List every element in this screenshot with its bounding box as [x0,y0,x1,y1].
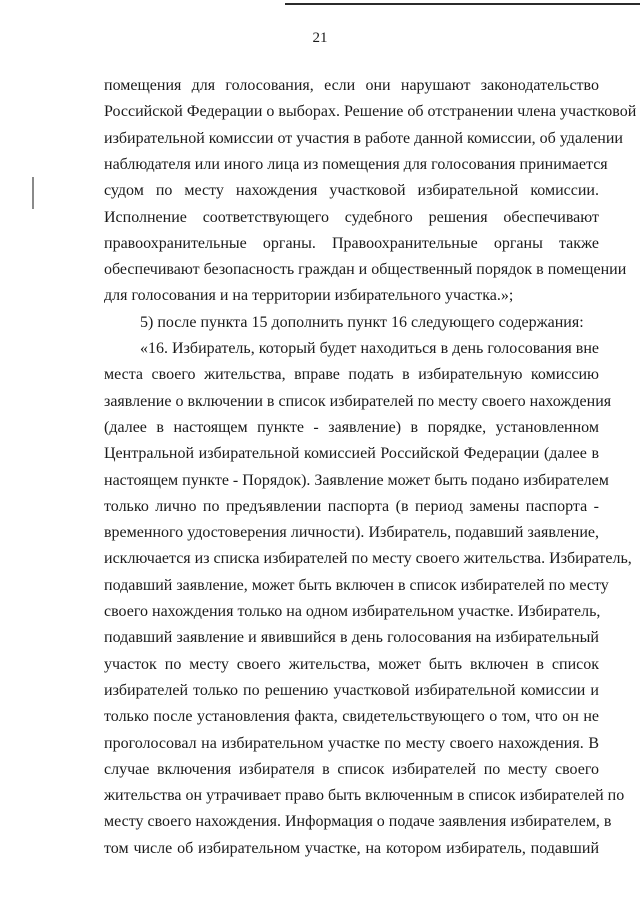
text-line: своего нахождения только на одном избирательном участке. Избиратель, [104,603,601,620]
scan-edge-line [285,3,640,5]
text-line: заявление о включении в список избирателей по месту своего нахождения [104,393,612,410]
text-line: случае включения избирателя в список избирателей по месту своего [104,761,599,778]
text-line: Российской Федерации о выборах. Решение об отстранении члена участковой [104,103,637,120]
text-line: избирателей только по решению участковой избирательной комиссии и [104,682,599,699]
text-line: только лично по предъявлении паспорта (в период замены паспорта - [104,498,599,515]
text-line: помещения для голосования, если они нарушают законодательство [104,77,599,94]
text-line: 5) после пункта 15 дополнить пункт 16 следующего содержания: [140,314,584,331]
text-line: правоохранительные органы. Правоохранительные органы также [104,235,599,252]
text-line: проголосовал на избирательном участке по месту своего нахождения. В [104,735,599,752]
text-line: жительства он утрачивает право быть включенным в список избирателей по [104,787,625,804]
text-line: временного удостоверения личности). Избиратель, подавший заявление, [104,524,599,541]
text-line: (далее в настоящем пункте - заявление) в порядке, установленном [104,419,599,436]
text-line: «16. Избиратель, который будет находиться в день голосования вне [140,340,599,357]
text-line: только после установления факта, свидетельствующего о том, что он не [104,708,599,725]
text-line: Исполнение соответствующего судебного решения обеспечивают [104,209,599,226]
text-line: участок по месту своего жительства, может быть включен в список [104,656,599,673]
text-line: обеспечивают безопасность граждан и общественный порядок в помещении [104,261,627,278]
binding-margin-mark [32,177,34,209]
text-line: том числе об избирательном участке, на котором избиратель, подавший [104,840,599,857]
text-line: судом по месту нахождения участковой избирательной комиссии. [104,182,599,199]
text-line: места своего жительства, вправе подать в избирательную комиссию [104,366,599,383]
text-line: избирательной комиссии от участия в работе данной комиссии, об удалении [104,130,623,147]
text-line: Центральной избирательной комиссией Российской Федерации (далее в [104,445,599,462]
text-line: месту своего нахождения. Информация о подаче заявления избирателем, в [104,813,612,830]
text-line: для голосования и на территории избирательного участка.»; [104,287,514,304]
text-line: подавший заявление и явившийся в день голосования на избирательный [104,629,599,646]
text-line: наблюдателя или иного лица из помещения для голосования принимается [104,156,608,173]
text-line: настоящем пункте - Порядок). Заявление может быть подано избирателем [104,472,609,489]
text-line: исключается из списка избирателей по месту своего жительства. Избиратель, [104,550,632,567]
page-number: 21 [312,30,328,46]
text-line: подавший заявление, может быть включен в список избирателей по месту [104,577,609,594]
